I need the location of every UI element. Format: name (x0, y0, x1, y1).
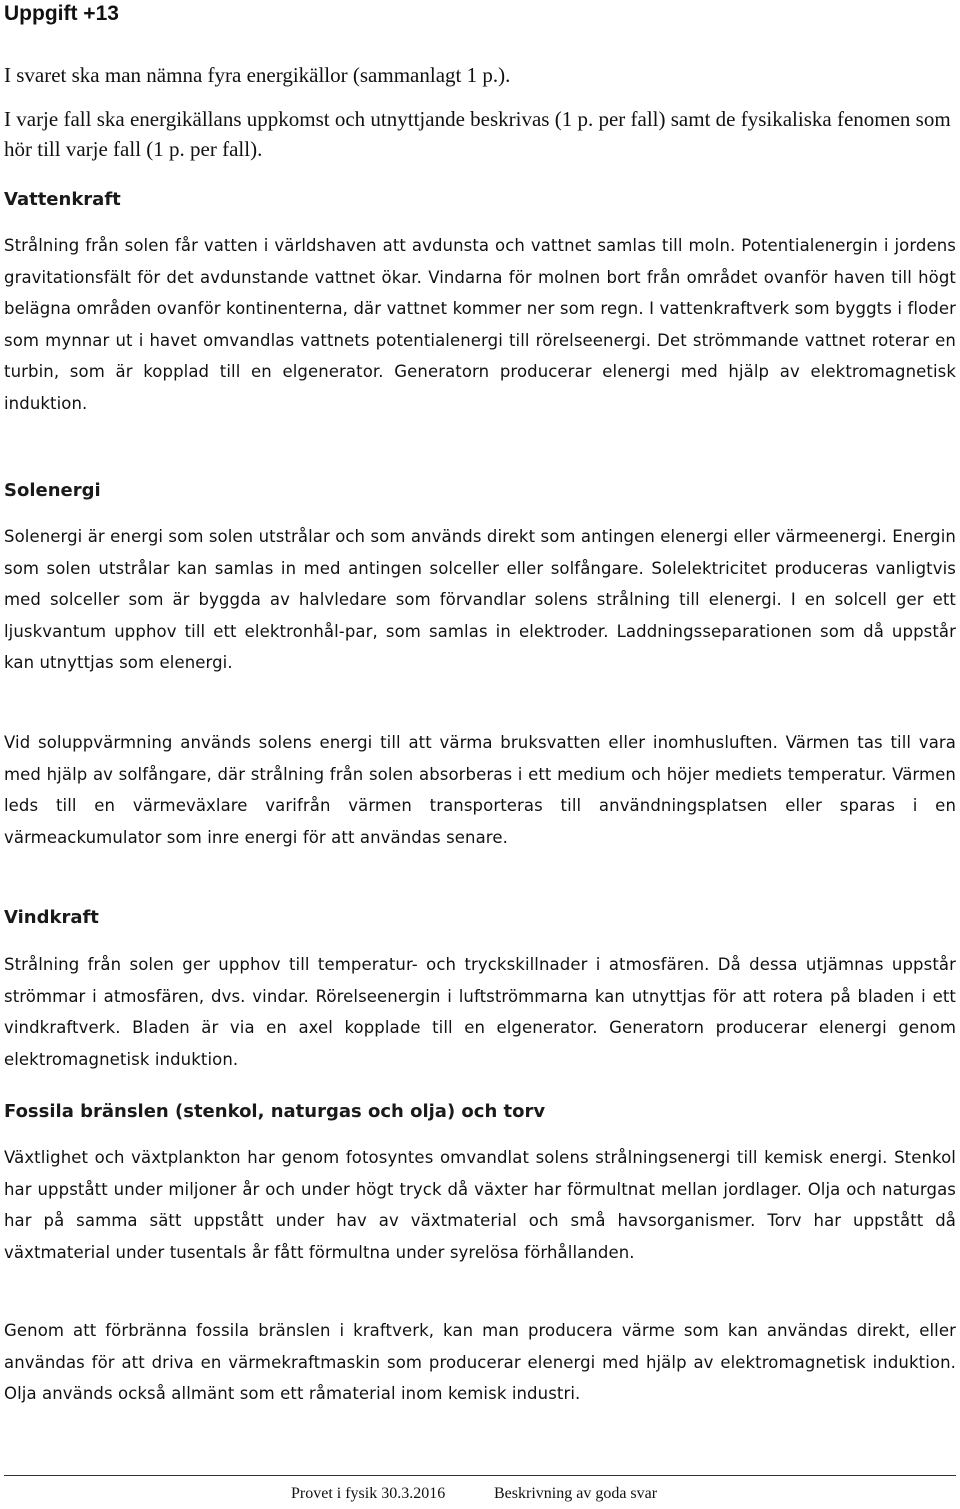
paragraph-fossila-1: Växtlighet och växtplankton har genom fotosyntes omvandlat solens strålningsenergi till kemisk energi. Stenkol har uppstått under miljoner år och under högt tryck då växter har förmultnat mellan jordlager. Olja och naturgas har på samma sätt uppstått under hav av växtmaterial och små havsorganismer. Torv har uppstått då växtmaterial under tusentals år fått förmultna under syrelösa förhållanden. (4, 1148, 956, 1262)
section-heading-vindkraft: Vindkraft (4, 907, 99, 928)
intro-line-1: I svaret ska man nämna fyra energikällor (sammanlagt 1 p.). (4, 63, 511, 87)
section-heading-vattenkraft: Vattenkraft (4, 189, 121, 210)
page-title: Uppgift +13 (4, 2, 119, 25)
intro-line-2: I varje fall ska energikällans uppkomst och utnyttjande beskrivas (1 p. per fall) samt de fysikaliska fenomen som hör till varje fall (1 p. per fall). (4, 107, 951, 161)
footer-divider (4, 1475, 956, 1476)
paragraph-solenergi-1: Solenergi är energi som solen utstrålar och som används direkt som antingen elenergi eller värmeenergi. Energin som solen utstrålar kan samlas in med antingen solceller eller solfångare. Solelektricitet produceras vanligtvis med solceller som är byggda av halvledare som förvandlar solens strålning till elenergi. I en solcell ger ett ljuskvantum upphov till ett elektronhål-par, som samlas in elektroder. Laddningsseparationen som då uppstår kan utnyttjas som elenergi. (4, 527, 956, 672)
section-heading-solenergi: Solenergi (4, 480, 101, 501)
paragraph-fossila-2: Genom att förbränna fossila bränslen i kraftverk, kan man producera värme som kan användas direkt, eller användas för att driva en värmekraftmaskin som producerar elenergi med hjälp av elektromagnetisk induktion. Olja används också allmänt som ett råmaterial inom kemisk industri. (4, 1321, 956, 1403)
paragraph-vindkraft: Strålning från solen ger upphov till temperatur- och tryckskillnader i atmosfären. Då dessa utjämnas uppstår strömmar i atmosfären, dvs. vindar. Rörelseenergin i luftströmmarna kan utnyttjas för att rotera på bladen i ett vindkraftverk. Bladen är via en axel kopplade till en elgenerator. Generatorn producerar elenergi genom elektromagnetisk induktion. (4, 955, 956, 1069)
paragraph-solenergi-2: Vid soluppvärmning används solens energi till att värma bruksvatten eller inomhusluften. Värmen tas till vara med hjälp av solfångare, där strålning från solen absorberas i ett medium och höjer mediets temperatur. Värmen leds till en värmeväxlare varifrån värmen transporteras till användningsplatsen eller sparas i en värmeackumulator som inre energi för att användas senare. (4, 733, 956, 847)
footer-document-name: Beskrivning av goda svar (494, 1485, 658, 1502)
footer-exam-name: Provet i fysik 30.3.2016 (291, 1485, 446, 1502)
section-heading-fossila-branslen: Fossila bränslen (stenkol, naturgas och olja) och torv (4, 1101, 546, 1122)
paragraph-vattenkraft: Strålning från solen får vatten i världshaven att avdunsta och vattnet samlas till moln. Potentialenergin i jordens gravitationsfält för det avdunstande vattnet ökar. Vindarna för molnen bort från området ovanför haven till högt belägna områden ovanför kontinenterna, där vattnet kommer ner som regn. I vattenkraftverk som byggts i floder som mynnar ut i havet omvandlas vattnets potentialenergi till rörelseenergi. Det strömmande vattnet roterar en turbin, som är kopplad till en elgenerator. Generatorn producerar elenergi med hjälp av elektromagnetisk induktion. (4, 236, 956, 413)
